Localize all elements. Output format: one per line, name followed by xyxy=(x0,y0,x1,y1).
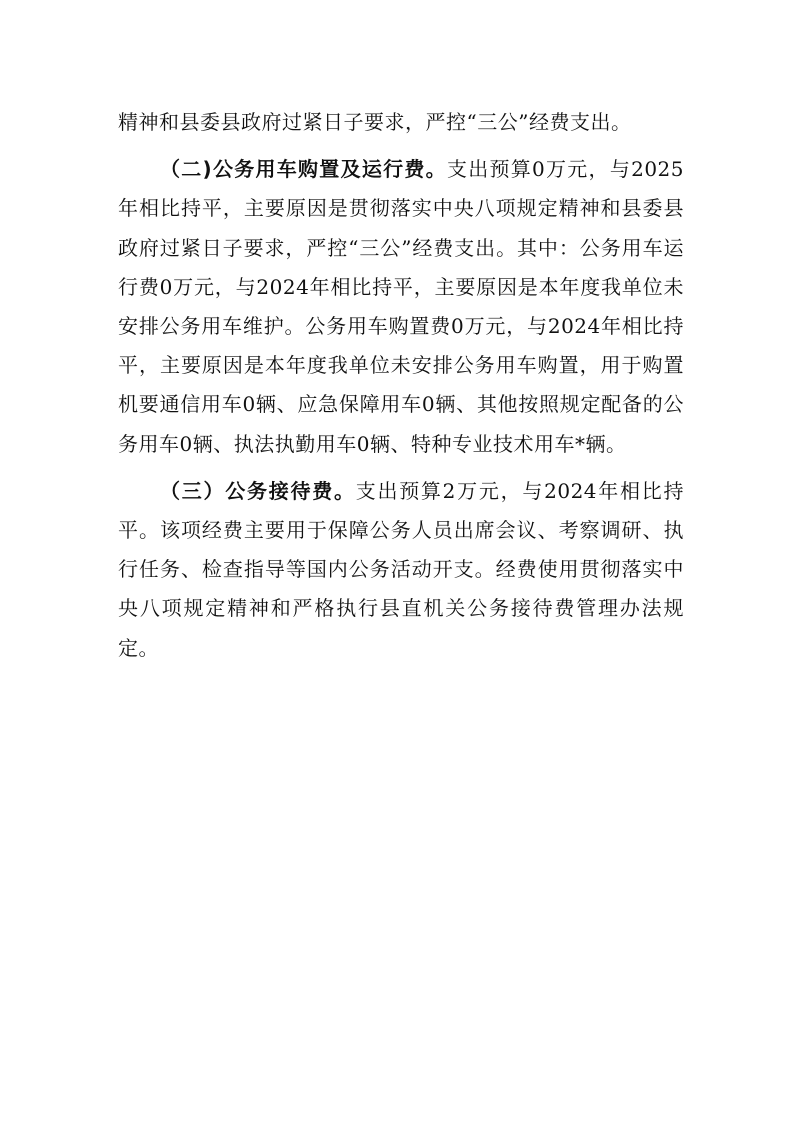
paragraph-continuation xyxy=(118,103,684,142)
paragraph-text: 支出预算0万元，与2025年相比持平，主要原因是贯彻落实中央八项规定精神和县委县政府过紧日子要求，严控“三公”经费支出。其中：公务用车运行费0万元，与2024年相比持平，主要原因是本年度我单位未安排公务用车维护。公务用车购置费0万元，与2024年相比持平，主要原因是本年度我单位未安排公务用车购置，用于购置机要通信用车0辆、应急保障用车0辆、其他按照规定配备的公务用车0辆、执法执勤用车0辆、特种专业技术用车*辆。 xyxy=(118,157,684,456)
paragraph-text: 支出预算2万元，与2024年相比持平。该项经费主要用于保障公务人员出席会议、考察调研、执行任务、检查指导等国内公务活动开支。经费使用贯彻落实中央八项规定精神和严格执行县直机关公务接待费管理办法规定。 xyxy=(118,478,685,660)
section-heading-reception: （三）公务接待费。 xyxy=(160,478,356,503)
paragraph-vehicle-expenses xyxy=(118,150,684,464)
paragraph-text: 精神和县委县政府过紧日子要求，严控“三公”经费支出。 xyxy=(118,110,632,134)
document-body xyxy=(118,103,684,668)
paragraph-reception-expenses xyxy=(118,472,684,668)
section-heading-vehicle: （二)公务用车购置及运行费。 xyxy=(160,157,447,182)
